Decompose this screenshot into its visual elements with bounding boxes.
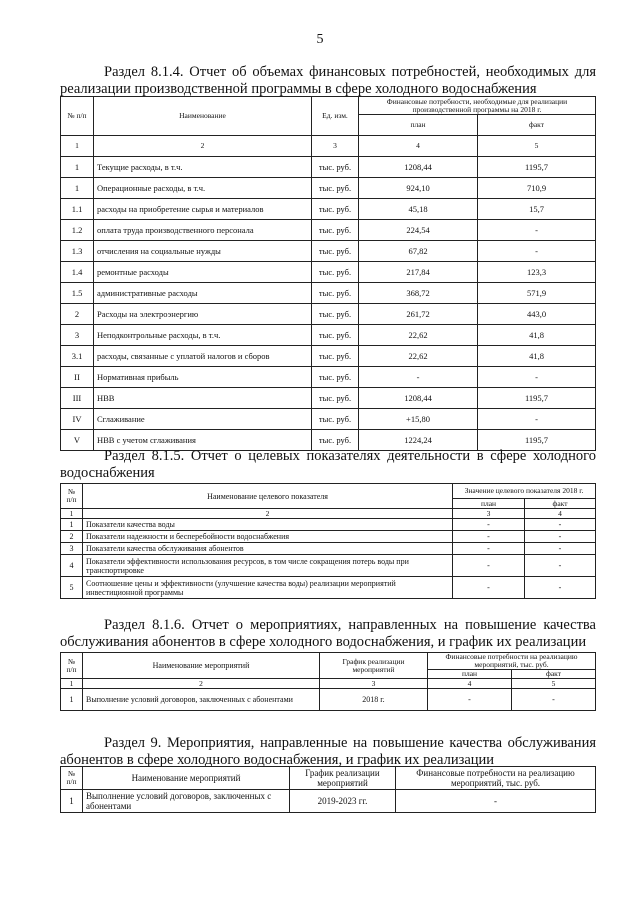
- row-fact: -: [525, 543, 596, 555]
- page-number: 5: [316, 32, 324, 47]
- row-name: Выполнение условий договоров, заключенных с абонентами: [83, 790, 290, 813]
- row-fact: -: [525, 577, 596, 599]
- row-name: оплата труда производственного персонала: [94, 220, 312, 241]
- row-plan: 1208,44: [359, 388, 478, 409]
- row-name: отчисления на социальные нужды: [94, 241, 312, 262]
- row-plan: -: [428, 689, 512, 711]
- col-number: 5: [478, 136, 596, 157]
- col-number: 1: [61, 679, 83, 689]
- row-unit: тыс. руб.: [312, 409, 359, 430]
- row-name: Показатели эффективности использования ресурсов, в том числе сокращения потерь воды при транспортировке: [83, 555, 453, 577]
- table-row: [61, 304, 596, 325]
- col-number: 2: [83, 509, 453, 519]
- row-plan: -: [453, 577, 525, 599]
- row-fact: -: [525, 531, 596, 543]
- row-name: Показатели качества воды: [83, 519, 453, 531]
- row-fact: -: [512, 689, 596, 711]
- col-number: 3: [320, 679, 428, 689]
- table-row: [61, 409, 596, 430]
- header-plan: план: [453, 499, 525, 509]
- header-num: № п/п: [61, 653, 83, 679]
- header-plan: план: [359, 115, 478, 136]
- table-row: [61, 543, 596, 555]
- row-unit: тыс. руб.: [312, 346, 359, 367]
- row-unit: тыс. руб.: [312, 430, 359, 451]
- col-number: 4: [525, 509, 596, 519]
- row-num: 3.1: [61, 346, 94, 367]
- header-name: Наименование: [94, 97, 312, 136]
- header-schedule: График реализации мероприятий: [290, 767, 396, 790]
- row-plan: +15,80: [359, 409, 478, 430]
- header-name: Наименование мероприятий: [83, 767, 290, 790]
- table-row: [61, 346, 596, 367]
- col-number: 2: [94, 136, 312, 157]
- col-number: 1: [61, 136, 94, 157]
- row-schedule: 2018 г.: [320, 689, 428, 711]
- table-row: [61, 178, 596, 199]
- row-fact: 123,3: [478, 262, 596, 283]
- row-plan: 22,62: [359, 346, 478, 367]
- row-fact: -: [478, 367, 596, 388]
- row-fact: 15,7: [478, 199, 596, 220]
- header-target-value: Значение целевого показателя 2018 г.: [453, 484, 596, 499]
- row-plan: 224,54: [359, 220, 478, 241]
- col-number: 5: [512, 679, 596, 689]
- table-row: [61, 220, 596, 241]
- header-num: № п/п: [61, 767, 83, 790]
- section-8-1-5-title: Раздел 8.1.5. Отчет о целевых показателях деятельности в сфере холодного водоснабжения: [60, 448, 596, 481]
- row-num: 1: [61, 157, 94, 178]
- header-fact: факт: [478, 115, 596, 136]
- row-fact: -: [525, 519, 596, 531]
- row-fact: 1195,7: [478, 430, 596, 451]
- row-num: 4: [61, 555, 83, 577]
- header-name: Наименование мероприятий: [83, 653, 320, 679]
- row-plan: 924,10: [359, 178, 478, 199]
- row-name: ремонтные расходы: [94, 262, 312, 283]
- row-name: Неподконтрольные расходы, в т.ч.: [94, 325, 312, 346]
- row-fact: 1195,7: [478, 157, 596, 178]
- row-name: Операционные расходы, в т.ч.: [94, 178, 312, 199]
- table-row: [61, 689, 596, 711]
- table-row: [61, 790, 596, 813]
- header-plan: план: [428, 670, 512, 679]
- row-unit: тыс. руб.: [312, 367, 359, 388]
- table-row: [61, 388, 596, 409]
- row-fact: -: [478, 241, 596, 262]
- table-row: [61, 262, 596, 283]
- col-number: 2: [83, 679, 320, 689]
- row-plan: 1224,24: [359, 430, 478, 451]
- row-plan: 261,72: [359, 304, 478, 325]
- row-num: 2: [61, 304, 94, 325]
- row-financial-needs: -: [396, 790, 596, 813]
- row-plan: -: [453, 543, 525, 555]
- header-financial-needs: Финансовые потребности на реализацию мероприятий, тыс. руб.: [396, 767, 596, 790]
- row-plan: -: [453, 519, 525, 531]
- row-name: расходы, связанные с уплатой налогов и сборов: [94, 346, 312, 367]
- row-unit: тыс. руб.: [312, 304, 359, 325]
- table-row: [61, 241, 596, 262]
- row-num: 1: [61, 178, 94, 199]
- row-unit: тыс. руб.: [312, 220, 359, 241]
- row-plan: 1208,44: [359, 157, 478, 178]
- row-schedule: 2019-2023 гг.: [290, 790, 396, 813]
- row-fact: -: [525, 555, 596, 577]
- row-plan: -: [453, 555, 525, 577]
- row-num: 1.1: [61, 199, 94, 220]
- row-name: НВВ с учетом сглаживания: [94, 430, 312, 451]
- table-row: [61, 157, 596, 178]
- col-number: 1: [61, 509, 83, 519]
- target-indicators-table: [60, 483, 596, 599]
- row-unit: тыс. руб.: [312, 283, 359, 304]
- row-plan: -: [359, 367, 478, 388]
- row-plan: 22,62: [359, 325, 478, 346]
- row-name: Выполнение условий договоров, заключенных с абонентами: [83, 689, 320, 711]
- row-name: Соотношение цены и эффективности (улучшение качества воды) реализации мероприятий инвестиционной программы: [83, 577, 453, 599]
- row-num: 2: [61, 531, 83, 543]
- section-9-title: Раздел 9. Мероприятия, направленные на повышение качества обслуживания абонентов в сфере холодного водоснабжения, и график их реализации: [60, 735, 596, 768]
- row-num: II: [61, 367, 94, 388]
- col-number: 4: [428, 679, 512, 689]
- row-name: НВВ: [94, 388, 312, 409]
- row-unit: тыс. руб.: [312, 241, 359, 262]
- row-plan: -: [453, 531, 525, 543]
- row-num: IV: [61, 409, 94, 430]
- section-8-1-4-title: Раздел 8.1.4. Отчет об объемах финансовых потребностей, необходимых для реализации производственной программы в сфере холодного водоснабжения: [60, 64, 596, 97]
- row-unit: тыс. руб.: [312, 388, 359, 409]
- row-name: Сглаживание: [94, 409, 312, 430]
- row-unit: тыс. руб.: [312, 178, 359, 199]
- row-plan: 217,84: [359, 262, 478, 283]
- row-plan: 45,18: [359, 199, 478, 220]
- row-num: V: [61, 430, 94, 451]
- header-fact: факт: [525, 499, 596, 509]
- row-num: 1: [61, 519, 83, 531]
- row-fact: 571,9: [478, 283, 596, 304]
- table-row: [61, 283, 596, 304]
- header-financial-needs: Финансовые потребности, необходимые для реализации производственной программы на 2018 г.: [359, 97, 596, 115]
- row-name: Показатели надежности и бесперебойности водоснабжения: [83, 531, 453, 543]
- row-num: 3: [61, 325, 94, 346]
- section-8-1-6-title: Раздел 8.1.6. Отчет о мероприятиях, направленных на повышение качества обслуживания абонентов в сфере холодного водоснабжения, и график их реализации: [60, 617, 596, 650]
- row-num: 1.2: [61, 220, 94, 241]
- table-row: [61, 199, 596, 220]
- table-row: [61, 367, 596, 388]
- header-num: № п/п: [61, 97, 94, 136]
- row-fact: -: [478, 220, 596, 241]
- header-unit: Ед. изм.: [312, 97, 359, 136]
- table-row: [61, 519, 596, 531]
- row-name: Текущие расходы, в т.ч.: [94, 157, 312, 178]
- row-unit: тыс. руб.: [312, 157, 359, 178]
- row-num: 3: [61, 543, 83, 555]
- row-fact: 443,0: [478, 304, 596, 325]
- header-name: Наименование целевого показателя: [83, 484, 453, 509]
- col-number: 4: [359, 136, 478, 157]
- row-name: административные расходы: [94, 283, 312, 304]
- row-name: Показатели качества обслуживания абонентов: [83, 543, 453, 555]
- col-number: 3: [312, 136, 359, 157]
- row-fact: -: [478, 409, 596, 430]
- row-unit: тыс. руб.: [312, 199, 359, 220]
- financial-needs-table: [60, 96, 596, 451]
- row-num: 1: [61, 790, 83, 813]
- row-name: расходы на приобретение сырья и материалов: [94, 199, 312, 220]
- table-row: [61, 577, 596, 599]
- table-row: [61, 325, 596, 346]
- header-schedule: График реализации мероприятий: [320, 653, 428, 679]
- row-fact: 710,9: [478, 178, 596, 199]
- row-fact: 41,8: [478, 325, 596, 346]
- row-unit: тыс. руб.: [312, 325, 359, 346]
- service-quality-plan-table: [60, 766, 596, 813]
- row-num: 1.5: [61, 283, 94, 304]
- row-name: Нормативная прибыль: [94, 367, 312, 388]
- row-num: 1: [61, 689, 83, 711]
- table-row: [61, 531, 596, 543]
- row-plan: 368,72: [359, 283, 478, 304]
- row-fact: 41,8: [478, 346, 596, 367]
- row-num: 1.3: [61, 241, 94, 262]
- row-num: 1.4: [61, 262, 94, 283]
- header-fact: факт: [512, 670, 596, 679]
- table-row: [61, 555, 596, 577]
- row-num: 5: [61, 577, 83, 599]
- header-num: № п/п: [61, 484, 83, 509]
- row-unit: тыс. руб.: [312, 262, 359, 283]
- col-number: 3: [453, 509, 525, 519]
- row-plan: 67,82: [359, 241, 478, 262]
- row-num: III: [61, 388, 94, 409]
- row-name: Расходы на электроэнергию: [94, 304, 312, 325]
- header-financial-needs: Финансовые потребности на реализацию мероприятий, тыс. руб.: [428, 653, 596, 670]
- row-fact: 1195,7: [478, 388, 596, 409]
- service-quality-report-table: [60, 652, 596, 711]
